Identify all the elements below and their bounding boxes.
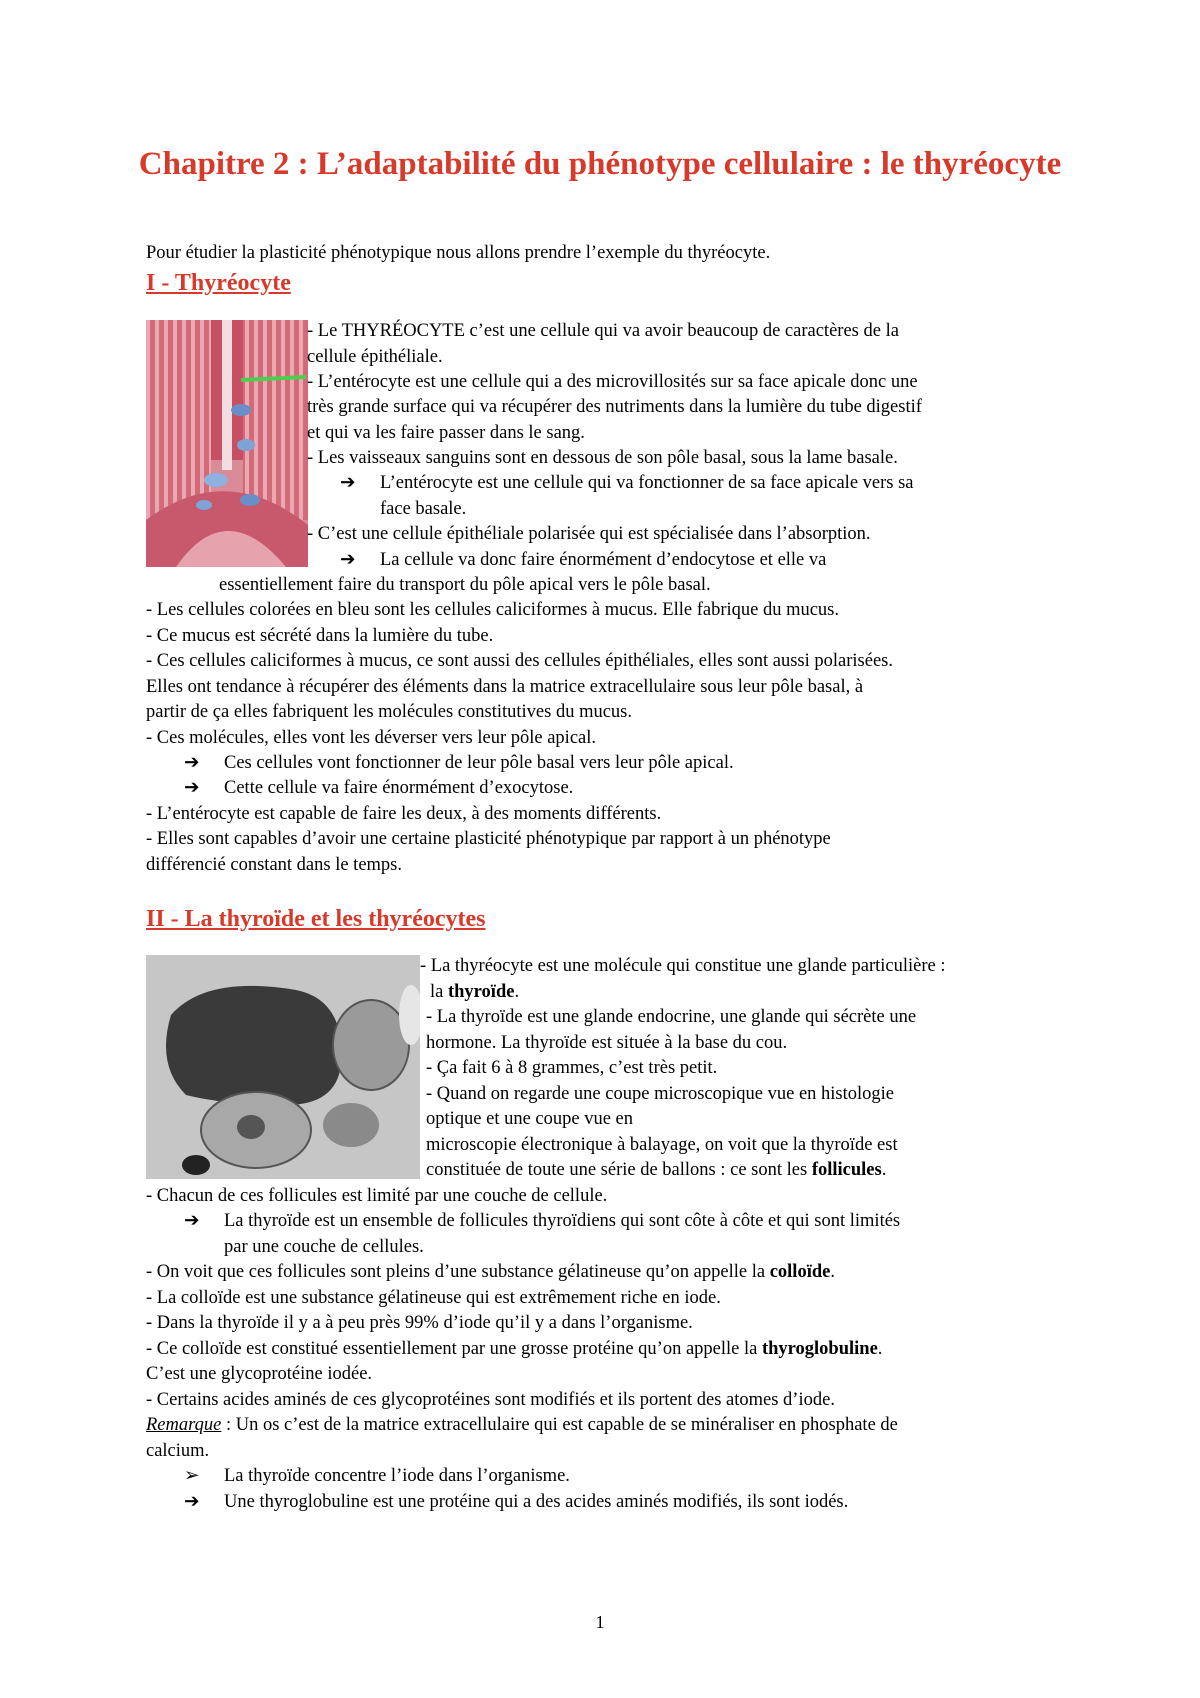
s2-line: - Certains acides aminés de ces glycoprotéines sont modifiés et ils portent des atomes d’iode. [146,1390,835,1410]
s2-line: hormone. La thyroïde est située à la base du cou. [426,1033,788,1053]
s2-line: microscopie électronique à balayage, on voit que la thyroïde est [426,1135,898,1155]
s2-line: - On voit que ces follicules sont pleins d’une substance gélatineuse qu’on appelle la colloïde. [146,1262,835,1282]
term-thyroide: thyroïde [447,982,515,1002]
arrow-bullet-icon: ➔ [340,550,356,570]
s2-line: - Quand on regarde une coupe microscopique vue en histologie [426,1084,895,1104]
s2-line: calcium. [146,1441,210,1461]
s2-line: - Ce colloïde est constitué essentiellement par une grosse protéine qu’on appelle la thyroglobuline. [146,1339,883,1359]
s1-line: Elles ont tendance à récupérer des éléments dans la matrice extracellulaire sous leur pôle basal, à [146,677,864,697]
s2-line: - Dans la thyroïde il y a à peu près 99% d’iode qu’il y a dans l’organisme. [146,1313,693,1333]
s2-arrow-item: ➔ La thyroïde est un ensemble de follicules thyroïdiens qui sont côte à côte et qui sont limités [184,1211,901,1231]
s1-arrow-item: ➔ Cette cellule va faire énormément d’exocytose. [184,778,574,798]
s1-line: très grande surface qui va récupérer des nutriments dans la lumière du tube digestif [307,397,922,417]
electron-micrograph-image [146,955,420,1179]
s2-line: - Ça fait 6 à 8 grammes, c’est très petit. [426,1058,718,1078]
s1-line: - L’entérocyte est capable de faire les deux, à des moments différents. [146,804,662,824]
s1-line: - Ce mucus est sécrété dans la lumière du tube. [146,626,494,646]
s2-line: - La colloïde est une substance gélatineuse qui est extrêmement riche en iode. [146,1288,721,1308]
arrow-bullet-icon: ➔ [184,1492,200,1512]
term-follicules: follicules [811,1160,882,1180]
s2-line: par une couche de cellules. [224,1237,424,1257]
s2-line: Remarque : Un os c’est de la matrice extracellulaire qui est capable de se minéraliser en phosphate de [146,1415,898,1435]
page-title: Chapitre 2 : L’adaptabilité du phénotype cellulaire : le thyréocyte [138,146,1062,182]
section-heading-2: II - La thyroïde et les thyréocytes [146,906,486,932]
s1-arrow-item: ➔ L’entérocyte est une cellule qui va fonctionner de sa face apicale vers sa [340,473,914,493]
arrow-bullet-icon: ➔ [184,1211,200,1231]
s1-line: essentiellement faire du transport du pôle apical vers le pôle basal. [219,575,711,595]
term-thyroglobuline: thyroglobuline [761,1339,878,1359]
s1-line: - Ces molécules, elles vont les déverser vers leur pôle apical. [146,728,597,748]
arrow-bullet-icon: ➔ [340,473,356,493]
s1-line: cellule épithéliale. [307,347,443,367]
s1-line: et qui va les faire passer dans le sang. [307,423,585,443]
s1-line: - Le THYRÉOCYTE c’est une cellule qui va avoir beaucoup de caractères de la [307,321,899,341]
s1-line: - Ces cellules caliciformes à mucus, ce sont aussi des cellules épithéliales, elles sont aussi polarisées. [146,651,893,671]
s1-arrow-item: ➔ La cellule va donc faire énormément d’endocytose et elle va [340,550,827,570]
s2-line: - La thyroïde est une glande endocrine, une glande qui sécrète une [426,1007,917,1027]
s1-line: - Les cellules colorées en bleu sont les cellules caliciformes à mucus. Elle fabrique du mucus. [146,600,840,620]
s2-line: constituée de toute une série de ballons : ce sont les follicules. [426,1160,887,1180]
arrow-bullet-icon: ➔ [184,778,200,798]
s2-arrow-item: ➔ Une thyroglobuline est une protéine qui a des acides aminés modifiés, ils sont iodés. [184,1492,849,1512]
arrow-bullet-icon: ➔ [184,753,200,773]
s1-line: face basale. [380,499,467,519]
s2-line: - La thyréocyte est une molécule qui constitue une glande particulière : [420,956,946,976]
s2-chevron-item: ➢ La thyroïde concentre l’iode dans l’organisme. [184,1466,570,1486]
histology-image [146,320,308,567]
s2-line: la thyroïde. [430,982,520,1002]
page-number: 1 [595,1612,605,1632]
s1-line: - L’entérocyte est une cellule qui a des microvillosités sur sa face apicale donc une [307,372,918,392]
intro-paragraph: Pour étudier la plasticité phénotypique nous allons prendre l’exemple du thyréocyte. [146,243,771,263]
s1-line: différencié constant dans le temps. [146,855,403,875]
s2-line: optique et une coupe vue en [426,1109,634,1129]
remarque-label: Remarque [146,1415,222,1435]
chevron-bullet-icon: ➢ [184,1466,200,1486]
s1-arrow-item: ➔ Ces cellules vont fonctionner de leur pôle basal vers leur pôle apical. [184,753,734,773]
s2-line: C’est une glycoprotéine iodée. [146,1364,373,1384]
s2-line: - Chacun de ces follicules est limité par une couche de cellule. [146,1186,608,1206]
s1-line: - Elles sont capables d’avoir une certaine plasticité phénotypique par rapport à un phénotype [146,829,831,849]
section-heading-1: I - Thyréocyte [146,270,291,296]
term-colloide: colloïde [769,1262,831,1282]
s1-line: - Les vaisseaux sanguins sont en dessous de son pôle basal, sous la lame basale. [307,448,898,468]
s1-line: partir de ça elles fabriquent les molécules constitutives du mucus. [146,702,632,722]
s1-line: - C’est une cellule épithéliale polarisée qui est spécialisée dans l’absorption. [307,524,871,544]
